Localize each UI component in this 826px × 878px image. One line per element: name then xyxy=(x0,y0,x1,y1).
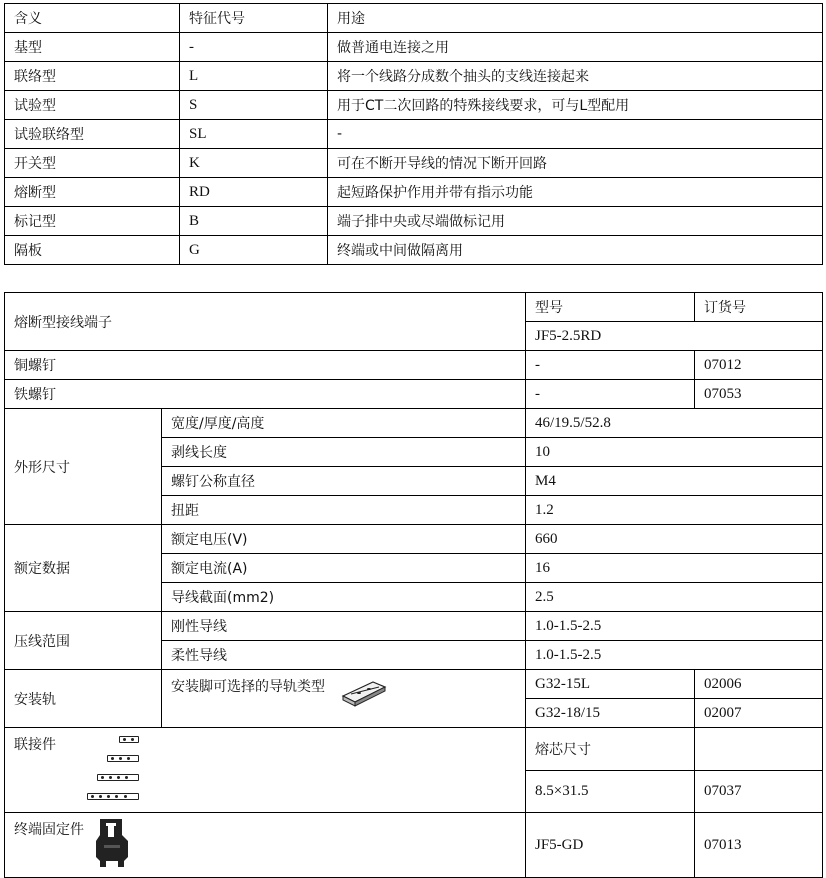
crimp-range-label: 压线范围 xyxy=(5,612,162,670)
spec-param: 螺钉公称直径 xyxy=(162,467,526,496)
type-usage: 端子排中央或尽端做标记用 xyxy=(328,207,823,236)
fuse-size-label: 熔芯尺寸 xyxy=(526,728,695,771)
end-stop-cell xyxy=(5,813,526,878)
type-code: B xyxy=(180,207,328,236)
type-usage: 将一个线路分成数个抽头的支线连接起来 xyxy=(328,62,823,91)
header-code: 特征代号 xyxy=(180,4,328,33)
header-model: 型号 xyxy=(526,293,695,322)
copper-screw-order: 07012 xyxy=(695,351,823,380)
type-name: 联络型 xyxy=(5,62,180,91)
table-row xyxy=(5,525,823,554)
connector-row xyxy=(5,728,823,771)
table-row xyxy=(5,178,823,207)
table-row xyxy=(5,409,823,438)
spec-value: 16 xyxy=(526,554,823,583)
spec-param: 剥线长度 xyxy=(162,438,526,467)
iron-screw-model: - xyxy=(526,380,695,409)
spec-value: 1.0-1.5-2.5 xyxy=(526,641,823,670)
connector-cell xyxy=(5,728,526,813)
type-code: G xyxy=(180,236,328,265)
type-name: 熔断型 xyxy=(5,178,180,207)
end-stop-model: JF5-GD xyxy=(526,813,695,878)
spec-param: 导线截面(mm2) xyxy=(162,583,526,612)
type-usage: - xyxy=(328,120,823,149)
type-usage: 做普通电连接之用 xyxy=(328,33,823,62)
spec-value: 660 xyxy=(526,525,823,554)
spec-value: 2.5 xyxy=(526,583,823,612)
rail-desc-cell xyxy=(162,670,526,728)
spec-value: 1.2 xyxy=(526,496,823,525)
spec-param: 扭距 xyxy=(162,496,526,525)
type-code: - xyxy=(180,33,328,62)
type-name: 开关型 xyxy=(5,149,180,178)
dimensions-label: 外形尺寸 xyxy=(5,409,162,525)
type-code: S xyxy=(180,91,328,120)
type-usage: 用于CT二次回路的特殊接线要求，可与L型配用 xyxy=(328,91,823,120)
type-name: 基型 xyxy=(5,33,180,62)
copper-screw-row xyxy=(5,351,823,380)
iron-screw-row xyxy=(5,380,823,409)
spec-param: 宽度/厚度/高度 xyxy=(162,409,526,438)
table-row xyxy=(5,670,823,699)
fuse-order: 07037 xyxy=(695,770,823,813)
table-row xyxy=(5,149,823,178)
spec-value: 46/19.5/52.8 xyxy=(526,409,823,438)
model-number: JF5-2.5RD xyxy=(526,322,823,351)
end-stop-row xyxy=(5,813,823,878)
type-code: K xyxy=(180,149,328,178)
rated-data-label: 额定数据 xyxy=(5,525,162,612)
rail-description: 安装脚可选择的导轨类型 xyxy=(171,679,325,695)
rail-model: G32-15L xyxy=(526,670,695,699)
product-title: 熔断型接线端子 xyxy=(5,293,526,351)
copper-screw-model: - xyxy=(526,351,695,380)
spec-value: M4 xyxy=(526,467,823,496)
spec-value: 10 xyxy=(526,438,823,467)
type-usage: 终端或中间做隔离用 xyxy=(328,236,823,265)
table-row xyxy=(5,62,823,91)
type-name: 试验联络型 xyxy=(5,120,180,149)
header-order-number: 订货号 xyxy=(695,293,823,322)
type-usage: 起短路保护作用并带有指示功能 xyxy=(328,178,823,207)
header-usage: 用途 xyxy=(328,4,823,33)
rail-order: 02007 xyxy=(695,699,823,728)
iron-screw-order: 07053 xyxy=(695,380,823,409)
type-code: SL xyxy=(180,120,328,149)
spec-header-row xyxy=(5,293,823,322)
type-code: L xyxy=(180,62,328,91)
spec-param: 额定电压(V) xyxy=(162,525,526,554)
table-row xyxy=(5,612,823,641)
spec-value: 1.0-1.5-2.5 xyxy=(526,612,823,641)
fuse-terminal-spec-table xyxy=(4,292,823,878)
table-row xyxy=(5,33,823,62)
connector-strips-icon xyxy=(85,736,145,796)
table-header-row xyxy=(5,4,823,33)
fuse-size-value: 8.5×31.5 xyxy=(526,770,695,813)
table-row xyxy=(5,236,823,265)
empty-cell xyxy=(695,728,823,771)
type-name: 试验型 xyxy=(5,91,180,120)
type-code: RD xyxy=(180,178,328,207)
rail-order: 02006 xyxy=(695,670,823,699)
connector-label: 联接件 xyxy=(14,737,56,753)
rail-model: G32-18/15 xyxy=(526,699,695,728)
end-stop-label: 终端固定件 xyxy=(14,822,84,838)
type-name: 标记型 xyxy=(5,207,180,236)
spec-param: 柔性导线 xyxy=(162,641,526,670)
end-stop-order: 07013 xyxy=(695,813,823,878)
table-row xyxy=(5,207,823,236)
type-usage: 可在不断开导线的情况下断开回路 xyxy=(328,149,823,178)
spec-param: 刚性导线 xyxy=(162,612,526,641)
rail-label: 安装轨 xyxy=(5,670,162,728)
copper-screw-label: 铜螺钉 xyxy=(5,351,526,380)
spec-param: 额定电流(A) xyxy=(162,554,526,583)
terminal-types-table xyxy=(4,3,823,265)
din-rail-icon xyxy=(339,678,389,708)
header-meaning: 含义 xyxy=(5,4,180,33)
iron-screw-label: 铁螺钉 xyxy=(5,380,526,409)
end-stop-icon xyxy=(92,817,132,869)
table-row xyxy=(5,91,823,120)
table-row xyxy=(5,120,823,149)
type-name: 隔板 xyxy=(5,236,180,265)
